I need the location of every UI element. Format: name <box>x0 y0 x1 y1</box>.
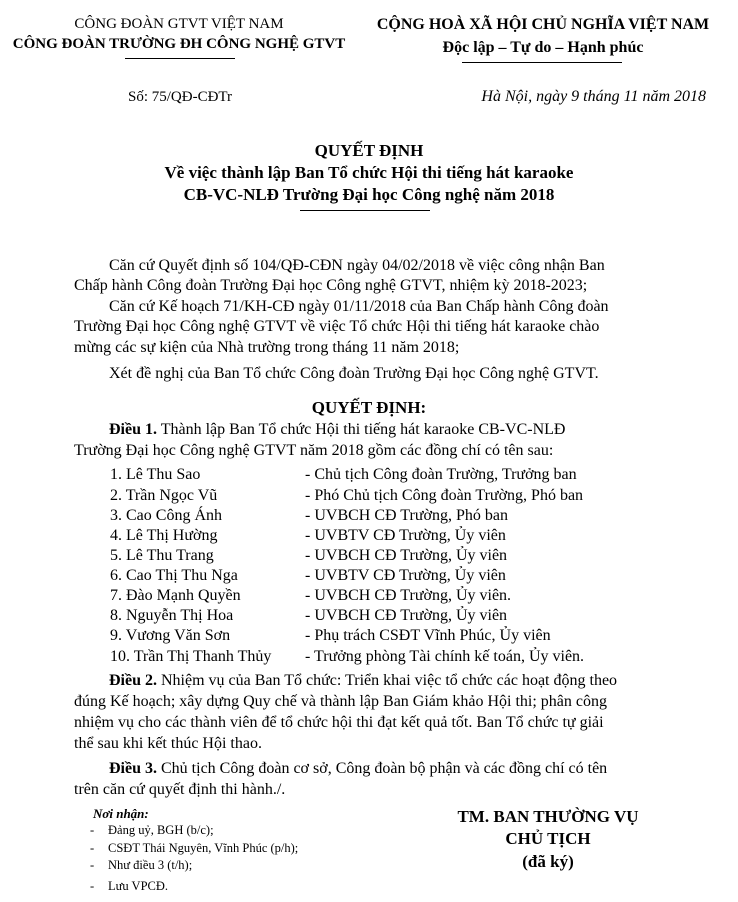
article-3-line2: trên căn cứ quyết định thi hành./. <box>74 781 286 798</box>
member-name: 7. Đào Mạnh Quyền <box>110 587 241 604</box>
article-3-text: Chủ tịch Công đoàn cơ sở, Công đoàn bộ phận và các đồng chí có tên <box>161 760 608 777</box>
member-name: 4. Lê Thị Hường <box>110 527 218 544</box>
member-role: - UVBCH CĐ Trường, Phó ban <box>305 507 508 524</box>
member-name: 9. Vương Văn Sơn <box>110 627 231 644</box>
signature-position: CHỦ TỊCH <box>505 829 591 848</box>
org-name: CÔNG ĐOÀN TRƯỜNG ĐH CÔNG NGHỆ GTVT <box>12 36 346 52</box>
member-name: 6. Cao Thị Thu Nga <box>110 567 238 584</box>
member-role: - UVBCH CĐ Trường, Ủy viên. <box>305 587 512 604</box>
article-2-line1 <box>109 672 617 690</box>
org-parent: CÔNG ĐOÀN GTVT VIỆT NAM <box>74 16 284 32</box>
recipients-label: Nơi nhận: <box>93 806 149 821</box>
document-subject-line1: Về việc thành lập Ban Tổ chức Hội thi tiếng hát karaoke <box>164 163 574 182</box>
member-name: 5. Lê Thu Trang <box>110 547 214 564</box>
recipient-item: - Đảng uỷ, BGH (b/c); <box>108 823 214 838</box>
recipient-item: - CSĐT Thái Nguyên, Vĩnh Phúc (p/h); <box>108 841 298 856</box>
recipient-item: - Như điều 3 (t/h); <box>108 858 192 873</box>
member-name: 10. Trần Thị Thanh Thủy <box>110 648 272 665</box>
article-3-line1 <box>109 760 607 778</box>
preamble-3: Xét đề nghị của Ban Tổ chức Công đoàn Trường Đại học Công nghệ GTVT. <box>109 365 599 382</box>
article-2-line3: nhiệm vụ cho các thành viên để tổ chức hội thi đạt kết quả tốt. Ban Tổ chức tự giải <box>74 714 604 731</box>
preamble-2-line2: Trường Đại học Công nghệ GTVT về việc Tổ chức Hội thi tiếng hát karaoke chào <box>74 318 600 335</box>
article-2-line4: thể sau khi kết thúc Hội thao. <box>74 735 262 752</box>
member-role: - Chủ tịch Công đoàn Trường, Trưởng ban <box>305 466 577 483</box>
preamble-2-line1: Căn cứ Kế hoạch 71/KH-CĐ ngày 01/11/2018 của Ban Chấp hành Công đoàn <box>109 298 609 315</box>
article-3-label: Điều 3. <box>109 760 157 777</box>
member-name: 2. Trần Ngọc Vũ <box>110 487 218 504</box>
article-2-label: Điều 2. <box>109 672 157 689</box>
member-name: 1. Lê Thu Sao <box>110 466 201 483</box>
member-role: - Trưởng phòng Tài chính kế toán, Ủy viên. <box>305 648 585 665</box>
preamble-1-line2: Chấp hành Công đoàn Trường Đại học Công nghệ GTVT, nhiệm kỳ 2018-2023; <box>74 277 588 294</box>
article-1-text: Thành lập Ban Tổ chức Hội thi tiếng hát karaoke CB-VC-NLĐ <box>160 421 566 438</box>
member-name: 8. Nguyễn Thị Hoa <box>110 607 234 624</box>
member-role: - UVBTV CĐ Trường, Ủy viên <box>305 527 506 544</box>
article-1-line2: Trường Đại học Công nghệ GTVT năm 2018 gồm các đồng chí có tên sau: <box>74 442 554 459</box>
article-2-line2: đúng Kế hoạch; xây dựng Quy chế và thành lập Ban Giám khảo Hội thi; phân công <box>74 693 607 710</box>
article-1-line1 <box>109 421 565 439</box>
member-role: - UVBCH CĐ Trường, Ủy viên <box>305 547 508 564</box>
place-date: Hà Nội, ngày 9 tháng 11 năm 2018 <box>481 88 706 105</box>
signature-status: (đã ký) <box>522 852 574 871</box>
article-1-label: Điều 1. <box>109 421 157 438</box>
member-role: - UVBTV CĐ Trường, Ủy viên <box>305 567 506 584</box>
national-title: CỘNG HOÀ XÃ HỘI CHỦ NGHĨA VIỆT NAM <box>376 16 710 33</box>
title-underline <box>300 210 430 211</box>
member-name: 3. Cao Công Ánh <box>110 507 222 524</box>
recipient-item: - Lưu VPCĐ. <box>108 879 168 894</box>
member-role: - Phụ trách CSĐT Vĩnh Phúc, Ủy viên <box>305 627 551 644</box>
document-title: QUYẾT ĐỊNH <box>314 141 424 160</box>
article-2-text: Nhiệm vụ của Ban Tổ chức: Triển khai việc tổ chức các hoạt động theo <box>161 672 618 689</box>
signature-title: TM. BAN THƯỜNG VỤ <box>457 807 639 826</box>
org-underline <box>125 58 235 59</box>
decision-heading: QUYẾT ĐỊNH: <box>311 398 427 417</box>
document-number: Số: 75/QĐ-CĐTr <box>128 89 233 105</box>
national-motto: Độc lập – Tự do – Hạnh phúc <box>442 39 644 56</box>
preamble-1-line1: Căn cứ Quyết định số 104/QĐ-CĐN ngày 04/02/2018 về việc công nhận Ban <box>109 257 605 274</box>
preamble-2-line3: mừng các sự kiện của Nhà trường trong tháng 11 năm 2018; <box>74 339 460 356</box>
document-subject-line2: CB-VC-NLĐ Trường Đại học Công nghệ năm 2018 <box>183 185 555 204</box>
member-role: - UVBCH CĐ Trường, Ủy viên <box>305 607 508 624</box>
motto-underline <box>462 62 622 63</box>
member-role: - Phó Chủ tịch Công đoàn Trường, Phó ban <box>305 487 584 504</box>
